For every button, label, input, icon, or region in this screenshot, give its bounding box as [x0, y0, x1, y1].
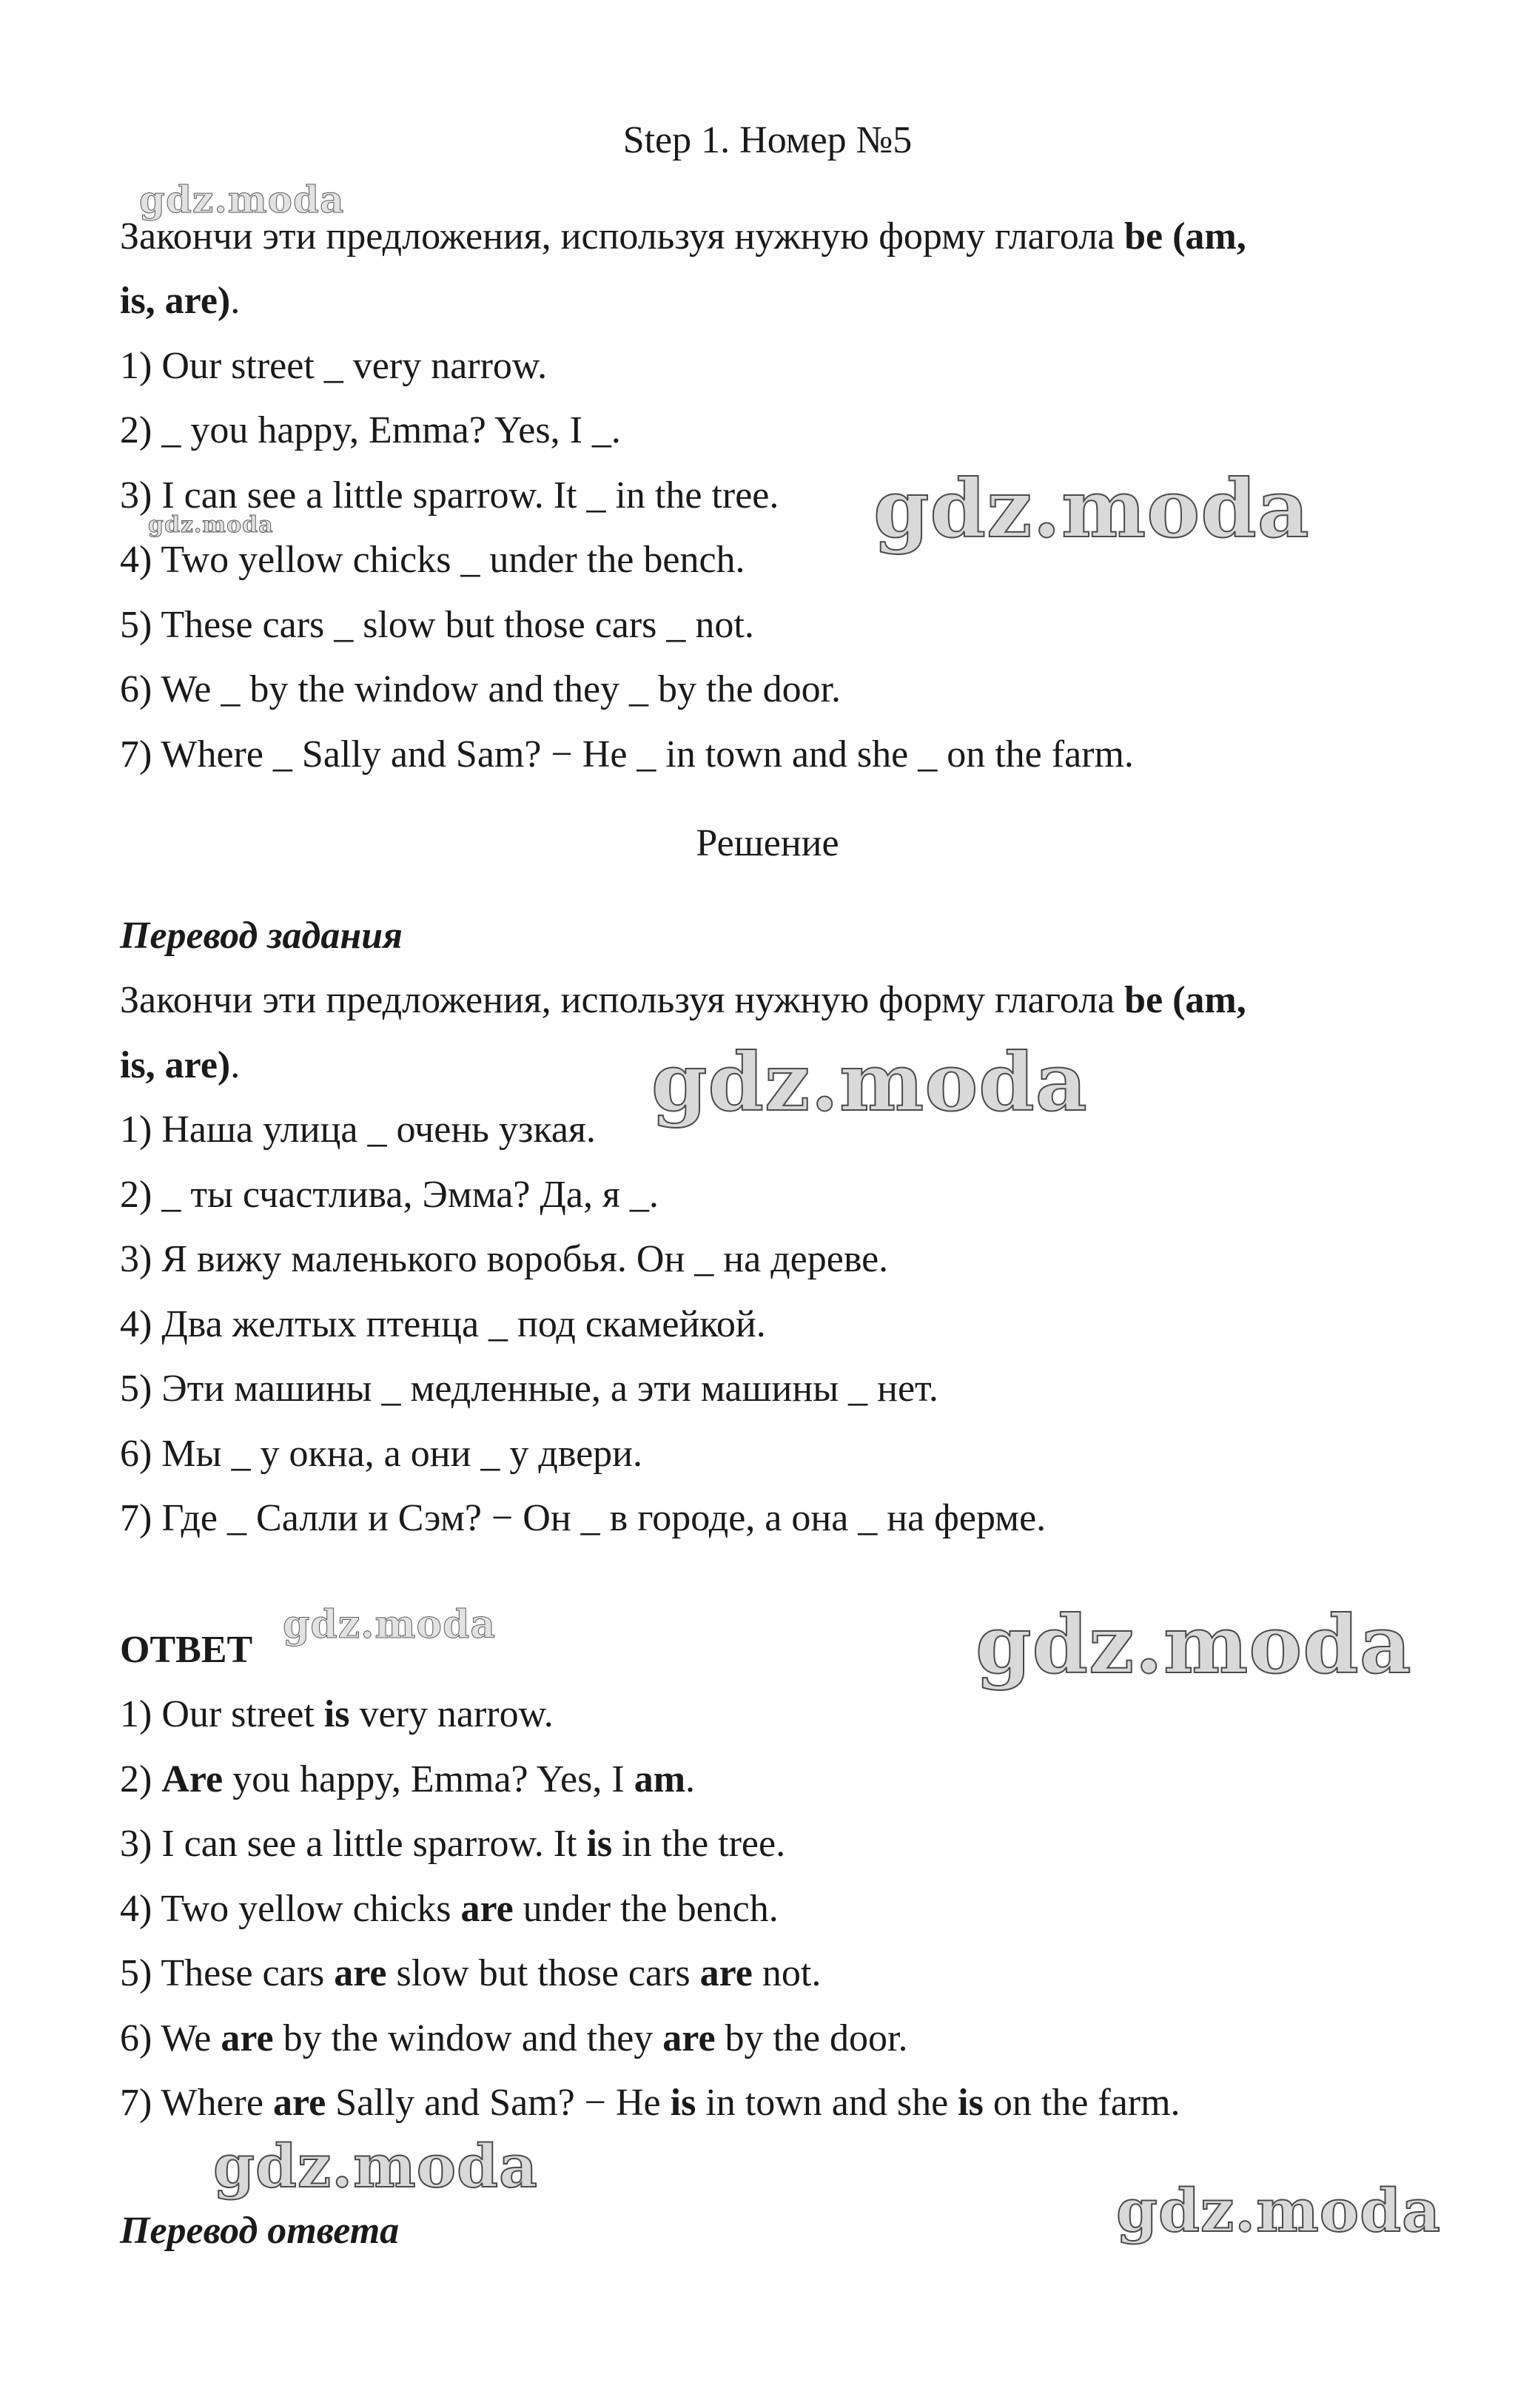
watermark: gdz.moda	[975, 1598, 1412, 1692]
task-sentence: 3) I can see a little sparrow. It _ in the tree.	[120, 474, 779, 517]
task-intro-bold: be (am,	[1124, 215, 1246, 258]
answer-line	[120, 1951, 821, 1996]
answer-verb: is	[323, 1693, 350, 1735]
task-sentence: 2) _ you happy, Emma? Yes, I _.	[120, 409, 621, 451]
answer-line	[120, 2081, 1180, 2125]
solution-intro-line2	[120, 1043, 240, 1088]
answer-verb: are	[334, 1952, 387, 1994]
answer-line	[120, 1758, 695, 1802]
solution-intro-bold2: is, are)	[120, 1044, 231, 1086]
answer-text: Sally and Sam? − He	[326, 2082, 671, 2124]
answer-verb: are	[272, 2082, 326, 2124]
answer-text: very narrow.	[349, 1693, 554, 1735]
task-intro-end: .	[230, 280, 241, 322]
answer-text: by the window and they	[273, 2017, 663, 2059]
answer-text: slow but those cars	[386, 1952, 700, 1994]
watermark: gdz.moda	[139, 178, 345, 221]
answer-verb: are	[460, 1888, 514, 1930]
translated-sentence: 6) Мы _ у окна, а они _ у двери.	[120, 1433, 643, 1475]
page-title: Step 1. Номер №5	[622, 119, 913, 161]
answer-text: on the farm.	[983, 2082, 1180, 2124]
translation-heading: Перевод задания	[120, 915, 403, 957]
answer-text: 1) Our street	[120, 1693, 324, 1735]
translated-sentence: 2) _ ты счастлива, Эмма? Да, я _.	[120, 1174, 659, 1216]
watermark: gdz.moda	[873, 463, 1310, 556]
watermark: gdz.moda	[148, 512, 274, 538]
answer-text: .	[685, 1758, 696, 1800]
solution-intro-text: Закончи эти предложения, используя нужную форму глагола	[120, 979, 1125, 1021]
answer-line	[120, 1822, 785, 1866]
task-intro-bold2: is, are)	[120, 280, 231, 322]
answer-text: 5) These cars	[120, 1952, 335, 1994]
answer-line	[120, 1887, 779, 1931]
task-sentence: 7) Where _ Sally and Sam? − He _ in town and she _ on the farm.	[120, 733, 1134, 776]
task-intro-line1	[120, 215, 1246, 259]
translated-sentence: 1) Наша улица _ очень узкая.	[120, 1109, 596, 1151]
answer-text: not.	[752, 1952, 822, 1994]
answer-line	[120, 1692, 554, 1737]
answer-verb: is	[670, 2082, 696, 2124]
task-sentence: 5) These cars _ slow but those cars _ not.	[120, 604, 754, 646]
answer-text: by the door.	[715, 2017, 908, 2059]
translated-sentence: 3) Я вижу маленького воробья. Он _ на дереве.	[120, 1238, 889, 1280]
answer-verb: are	[699, 1952, 753, 1994]
solution-heading: Решение	[696, 822, 839, 864]
answer-verb: is	[586, 1823, 613, 1865]
answer-verb: is	[958, 2082, 984, 2124]
answer-text: 4) Two yellow chicks	[120, 1888, 461, 1930]
answer-heading: ОТВЕТ	[120, 1629, 253, 1671]
watermark: gdz.moda	[213, 2131, 538, 2201]
answer-text: 6) We	[120, 2017, 221, 2059]
answer-text: in the tree.	[612, 1823, 786, 1865]
task-sentence: 4) Two yellow chicks _ under the bench.	[120, 539, 745, 581]
translated-sentence: 4) Два желтых птенца _ под скамейкой.	[120, 1303, 766, 1345]
task-intro-line2	[120, 279, 240, 323]
solution-intro-end: .	[230, 1044, 241, 1086]
answer-line	[120, 2017, 908, 2061]
answer-verb: are	[662, 2017, 716, 2059]
watermark: gdz.moda	[651, 1036, 1088, 1129]
task-sentence: 6) We _ by the window and they _ by the door.	[120, 668, 842, 710]
answer-text: you happy, Emma? Yes, I	[223, 1758, 634, 1800]
answer-verb: are	[221, 2017, 274, 2059]
task-sentence: 1) Our street _ very narrow.	[120, 345, 548, 387]
answer-text: under the bench.	[513, 1888, 779, 1930]
watermark: gdz.moda	[1116, 2176, 1441, 2245]
answer-text: in town and she	[696, 2082, 958, 2124]
answer-text: 7) Where	[120, 2082, 273, 2124]
answer-verb: am	[634, 1758, 686, 1800]
answer-text: 2)	[120, 1758, 162, 1800]
solution-intro-line1	[120, 978, 1246, 1023]
translated-sentence: 5) Эти машины _ медленные, а эти машины _ нет.	[120, 1368, 938, 1410]
answer-text: 3) I can see a little sparrow. It	[120, 1823, 587, 1865]
answer-verb: Are	[161, 1758, 224, 1800]
watermark: gdz.moda	[283, 1602, 497, 1647]
task-intro-text: Закончи эти предложения, используя нужную форму глагола	[120, 215, 1125, 258]
answer-translation-heading: Перевод ответа	[120, 2210, 400, 2252]
solution-intro-bold: be (am,	[1124, 979, 1246, 1021]
translated-sentence: 7) Где _ Салли и Сэм? − Он _ в городе, а она _ на ферме.	[120, 1497, 1047, 1539]
